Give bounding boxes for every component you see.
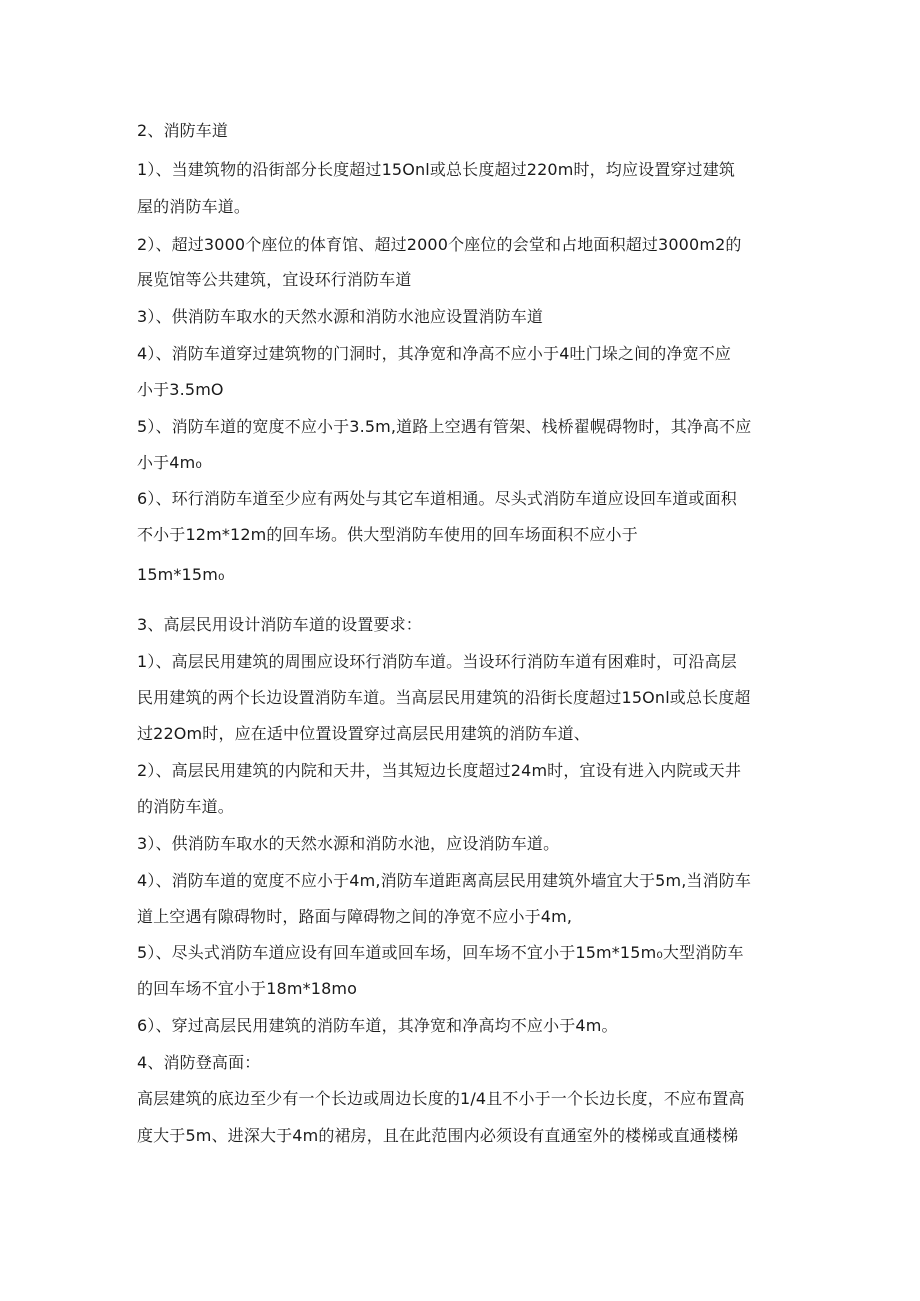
text-line: 4）、消防车道的宽度不应小于4m,消防车道距离高层民用建筑外墙宜大于5m,当消防车 [137,871,752,890]
text-line: 5）、消防车道的宽度不应小于3.5m,道路上空遇有管架、栈桥翟幌碍物时，其净高不应 [137,417,752,436]
text-line: 的消防车道。 [137,797,234,816]
text-line: 5）、尽头式消防车道应设有回车道或回车场，回车场不宜小于15m*15m₀大型消防车 [137,943,744,962]
text-line: 的回车场不宜小于18m*18mo [137,979,358,998]
section-heading-climbing-face: 4、消防登高面： [137,1053,261,1072]
text-line: 6）、穿过高层民用建筑的消防车道，其净宽和净高均不应小于4m。 [137,1016,618,1035]
text-line: 过22Om时，应在适中位置设置穿过高层民用建筑的消防车道、 [137,724,590,743]
section-heading-fire-lane: 2、消防车道 [137,121,229,140]
section-heading-high-rise: 3、高层民用设计消防车道的设置要求： [137,615,422,634]
text-line: 民用建筑的两个长边设置消防车道。当高层民用建筑的沿街长度超过15Onl或总长度超 [137,688,751,707]
text-line: 1）、高层民用建筑的周围应设环行消防车道。当设环行消防车道有困难时，可沿高层 [137,652,737,671]
text-line: 度大于5m、进深大于4m的裙房，且在此范围内必须设有直通室外的楼梯或直通楼梯 [137,1126,739,1145]
text-line: 2）、高层民用建筑的内院和天井，当其短边长度超过24m时，宜设有进入内院或天井 [137,761,741,780]
text-line: 15m*15m₀ [137,565,225,584]
text-line: 2）、超过3000个座位的体育馆、超过2000个座位的会堂和占地面积超过3000m2的 [137,235,742,254]
text-line: 屋的消防车道。 [137,197,251,216]
text-line: 3）、供消防车取水的天然水源和消防水池应设置消防车道 [137,307,544,326]
text-line: 6）、环行消防车道至少应有两处与其它车道相通。尽头式消防车道应设回车道或面积 [137,489,737,508]
text-line: 3）、供消防车取水的天然水源和消防水池，应设消防车道。 [137,834,560,853]
text-line: 1）、当建筑物的沿街部分长度超过15Onl或总长度超过220m时，均应设置穿过建筑 [137,160,735,179]
text-line: 4）、消防车道穿过建筑物的门洞时，其净宽和净高不应小于4吐门垛之间的净宽不应 [137,344,732,363]
text-line: 道上空遇有隙碍物时，路面与障碍物之间的净宽不应小于4m, [137,907,573,926]
text-line: 小于3.5mO [137,380,224,399]
text-line: 展览馆等公共建筑，宜设环行消防车道 [137,270,412,289]
text-line: 不小于12m*12m的回车场。供大型消防车使用的回车场面积不应小于 [137,525,638,544]
text-line: 高层建筑的底边至少有一个长边或周边长度的1/4且不小于一个长边长度，不应布置高 [137,1089,745,1108]
text-line: 小于4m₀ [137,453,202,472]
